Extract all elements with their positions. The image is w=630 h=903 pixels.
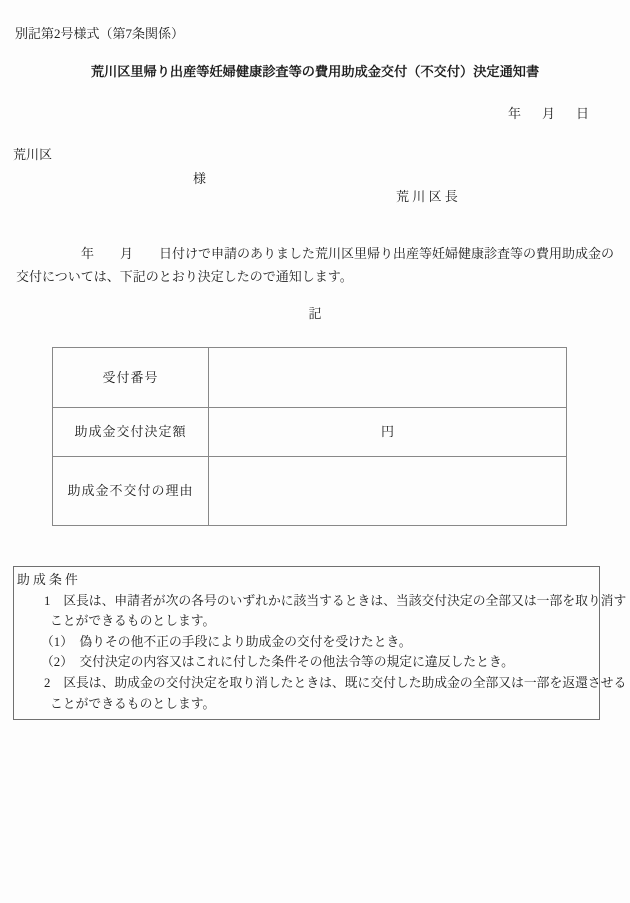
decision-table	[52, 347, 567, 526]
body-line-2: 交付については、下記のとおり決定したので通知します。	[16, 268, 353, 284]
month-label: 月	[541, 106, 555, 121]
table-row-grant-amount	[53, 408, 567, 457]
condition-item-1-cont: ことができるものとします。	[50, 614, 216, 629]
row-value-receipt-number	[209, 348, 567, 408]
document-title: 荒川区里帰り出産等妊婦健康診査等の費用助成金交付（不交付）決定通知書	[90, 64, 540, 79]
notification-body	[16, 243, 628, 288]
year-label: 年	[507, 106, 521, 121]
table-row-receipt-number	[53, 348, 567, 408]
row-label-receipt-number: 受付番号	[53, 348, 209, 408]
table-row-denial-reason	[53, 457, 567, 526]
conditions-heading: 助 成 条 件	[17, 573, 78, 587]
condition-item-2: 2 区長は、助成金の交付決定を取り消したときは、既に交付した助成金の全部又は一部を返還させる	[44, 675, 627, 690]
row-label-grant-amount: 助成金交付決定額	[53, 408, 209, 457]
row-value-denial-reason	[209, 457, 567, 526]
row-label-denial-reason: 助成金不交付の理由	[53, 457, 209, 526]
condition-item-1: 1 区長は、申請者が次の各号のいずれかに該当するときは、当該交付決定の全部又は一部を取り消す	[44, 593, 627, 608]
condition-item-2-cont: ことができるものとします。	[50, 696, 216, 711]
sender-title: 荒 川 区 長	[396, 189, 458, 204]
recipient-name: 荒川区	[13, 147, 53, 162]
row-value-grant-amount: 円	[209, 408, 567, 457]
form-number-label: 別記第2号様式（第7条関係）	[15, 26, 185, 41]
condition-item-1-1: （1） 偽りその他不正の手段により助成金の交付を受けたとき。	[41, 634, 412, 649]
section-marker: 記	[308, 306, 322, 321]
body-line-1: 年 月 日付けで申請のありました荒川区里帰り出産等妊婦健康診査等の費用助成金の	[16, 246, 615, 261]
condition-item-1-2: （2） 交付決定の内容又はこれに付した条件その他法令等の規定に違反したとき。	[41, 655, 514, 670]
grant-conditions-box	[13, 566, 627, 720]
issue-date-line	[508, 106, 589, 122]
recipient-honorific: 様	[193, 171, 207, 186]
day-label: 日	[575, 106, 589, 121]
